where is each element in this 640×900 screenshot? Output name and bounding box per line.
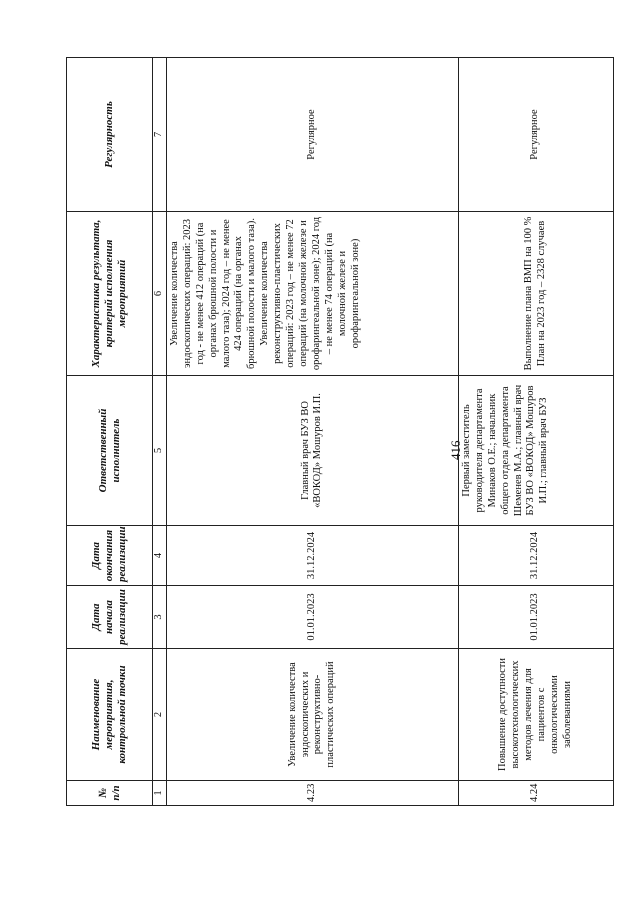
row-regularity: Регулярное xyxy=(166,58,458,212)
colnum-1: 1 xyxy=(153,781,167,806)
colnum-6: 6 xyxy=(153,212,167,376)
header-responsible: Ответственный исполнитель xyxy=(67,376,153,526)
row-responsible: Первый заместитель руководителя департамента Минаков О.Е.; начальник общего отдела департамента Шеменев М.А.; главный врач БУЗ ВО «ВОКОД» Мошуров И.П.; главный врач БУЗ xyxy=(458,376,613,526)
header-end: Дата окончания реализации xyxy=(67,526,153,586)
header-num: № п/п xyxy=(67,781,153,806)
colnum-2: 2 xyxy=(153,649,167,781)
row-responsible: Главный врач БУЗ ВО «ВОКОД» Мошуров И.П. xyxy=(166,376,458,526)
row-end: 31.12.2024 xyxy=(166,526,458,586)
header-name: Наименование мероприятия, контрольной точки xyxy=(67,649,153,781)
row-end: 31.12.2024 xyxy=(458,526,613,586)
row-regularity: Регулярное xyxy=(458,58,613,212)
row-name: Повышение доступности высокотехнологических методов лечения для пациентов с онкологическими заболеваниями xyxy=(458,649,613,781)
row-result: Выполнение плана ВМП на 100 % План на 2023 год – 2328 случаев xyxy=(458,212,613,376)
rotated-table-container xyxy=(66,58,611,806)
row-num: 4.23 xyxy=(166,781,458,806)
row-num: 4.24 xyxy=(458,781,613,806)
row-name: Увеличение количества эндоскопических и реконструктивно-пластических операций xyxy=(166,649,458,781)
header-regularity: Регулярность xyxy=(67,58,153,212)
colnum-5: 5 xyxy=(153,376,167,526)
column-number-row xyxy=(153,58,167,806)
header-start: Дата начала реализации xyxy=(67,586,153,649)
header-row xyxy=(67,58,153,806)
row-start: 01.01.2023 xyxy=(458,586,613,649)
page-number: 416 xyxy=(448,440,463,460)
table-row xyxy=(166,58,458,806)
row-start: 01.01.2023 xyxy=(166,586,458,649)
colnum-7: 7 xyxy=(153,58,167,212)
row-result: Увеличение количества эндоскопических операций: 2023 год - не менее 412 операций (на органах брюшной полости и малого таза); 2024 год – не менее 424 операций (на органах брюшной полости и малого таза). Увеличение количества реконструктивно-пластических операций: 2023 год – не менее 72 операций (на молочной железе и орофарингеальной зоне); 2024 год – не менее 74 операций (на молочной железе и орофарингеальной зоне) xyxy=(166,212,458,376)
activities-table xyxy=(66,57,614,806)
table-row xyxy=(458,58,613,806)
colnum-3: 3 xyxy=(153,586,167,649)
header-result: Характеристика результата, критерий исполнения мероприятий xyxy=(67,212,153,376)
colnum-4: 4 xyxy=(153,526,167,586)
